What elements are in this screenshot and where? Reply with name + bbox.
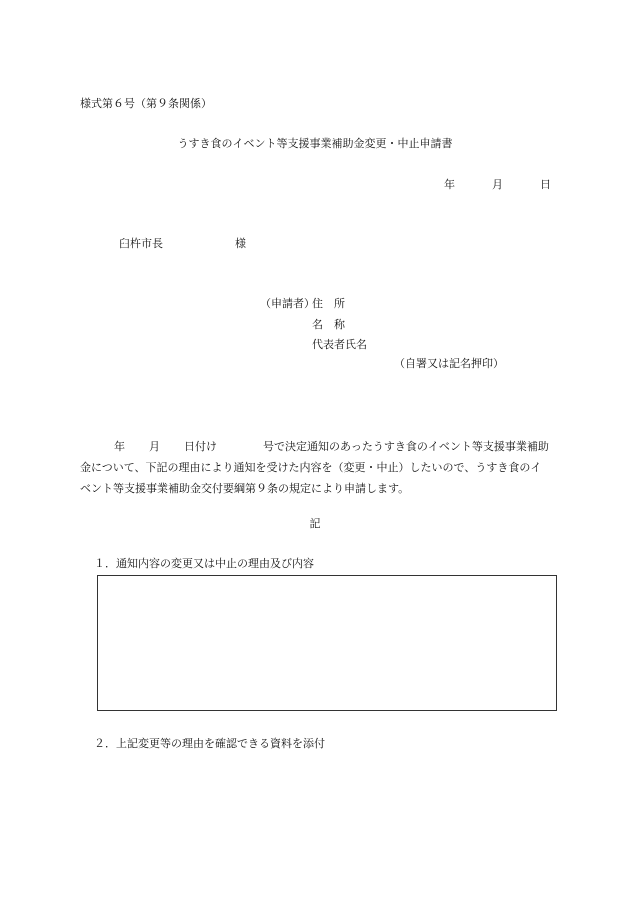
body-paragraph xyxy=(80,436,550,499)
date-month-label: 月 xyxy=(492,178,503,191)
name-label: 名 称 xyxy=(312,318,345,331)
body-year-label: 年 xyxy=(114,440,125,453)
recipient-name: 臼杵市長 xyxy=(119,237,163,250)
reason-box[interactable] xyxy=(97,575,557,711)
item-2: ２．上記変更等の理由を確認できる資料を添付 xyxy=(94,737,325,750)
body-month-label: 月 xyxy=(149,440,160,453)
date-year-label: 年 xyxy=(444,178,455,191)
date-day-label: 日 xyxy=(540,178,551,191)
address-label: 住 所 xyxy=(312,297,345,310)
body-day-label: 日付け xyxy=(184,440,217,453)
applicant-label: （申請者） xyxy=(260,297,315,310)
seal-note: （自署又は記名押印） xyxy=(394,357,504,370)
ki-heading: 記 xyxy=(309,517,321,530)
body-text: 号で決定通知のあったうすき食のイベント等支援事業補助金について、下記の理由により通知を受けた内容を（変更・中止）したいので、うすき食のイベント等支援事業補助金交付要綱第９条の規定により申請します。 xyxy=(80,440,549,495)
item-1: １．通知内容の変更又は中止の理由及び内容 xyxy=(94,557,314,570)
form-number: 様式第６号（第９条関係） xyxy=(80,97,212,110)
representative-label: 代表者氏名 xyxy=(312,338,367,351)
recipient-honorific: 様 xyxy=(235,237,246,250)
document-title: うすき食のイベント等支援事業補助金変更・中止申請書 xyxy=(177,137,453,150)
